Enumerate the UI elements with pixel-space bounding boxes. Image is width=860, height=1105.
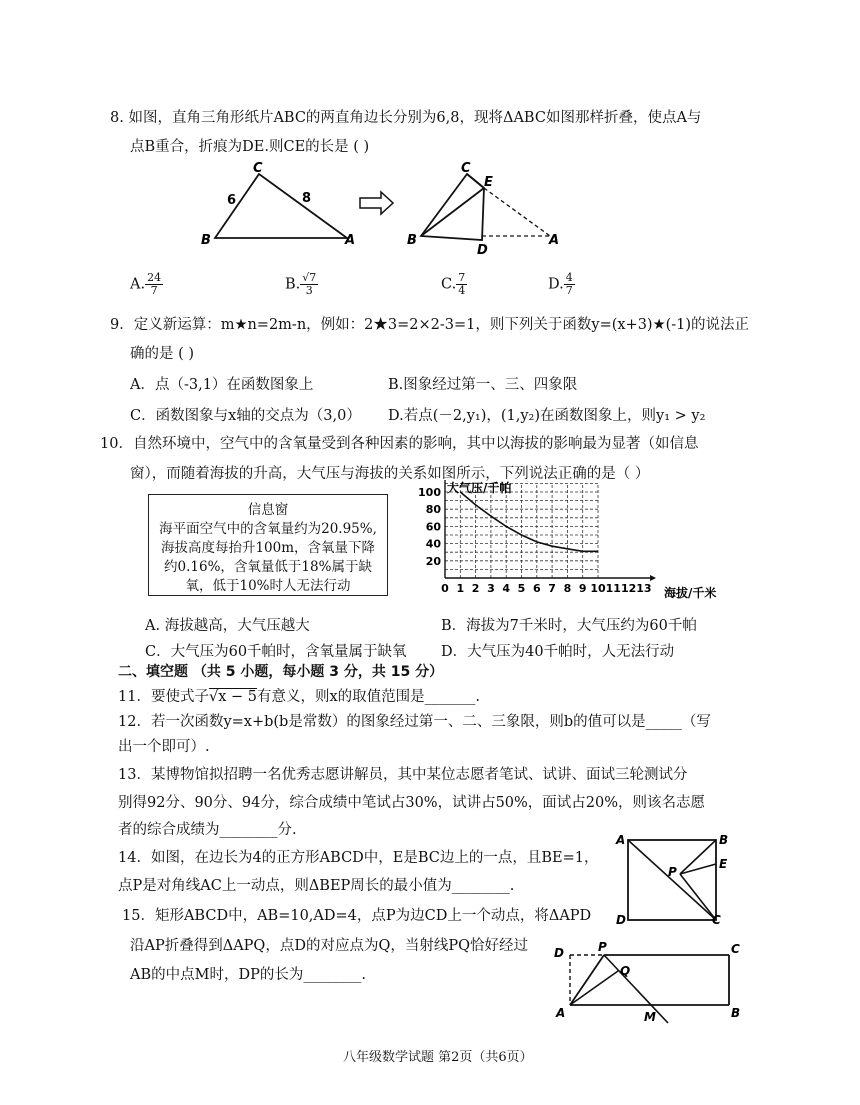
q15-line2: 沿AP折叠得到ΔAPQ，点D的对应点为Q，当射线PQ恰好经过 — [130, 938, 528, 954]
q8-label-e: E — [484, 175, 493, 190]
svg-text:A: A — [556, 1006, 566, 1020]
x-axis-arrow-icon — [650, 575, 656, 581]
q8-label-b: B — [201, 233, 211, 248]
q9-choice-c[interactable]: C．函数图象与x轴的交点为（3,0） — [130, 408, 361, 424]
svg-text:B: B — [731, 1006, 741, 1020]
y-tick-label: 40 — [425, 537, 441, 551]
q8-label-c2: C — [461, 161, 471, 176]
chart-x-ticks — [441, 582, 651, 595]
q15-line3: AB的中点M时，DP的长为________. — [130, 967, 366, 983]
x-tick-label: 9 — [578, 582, 587, 595]
info-line-2: 海拔高度每抬升100m，含氧量下降 — [160, 540, 376, 556]
x-tick-label: 4 — [502, 582, 511, 595]
svg-text:M: M — [644, 1010, 656, 1024]
svg-text:C: C — [712, 913, 721, 926]
q13-line2: 别得92分、90分、94分，综合成绩中笔试占30%，试讲占50%，面试占20%，则该名志愿 — [118, 795, 706, 811]
q10-choice-a[interactable]: A. 海拔越高，大气压越大 — [145, 618, 310, 634]
q10-line2: 窗），而随着海拔的升高，大气压与海拔的关系如图所示，下列说法正确的是（ ） — [130, 466, 650, 482]
info-line-3: 约0.16%，含氧量低于18%属于缺 — [164, 559, 372, 575]
x-tick-label: 13 — [636, 582, 652, 595]
q8-label-c: C — [253, 161, 263, 176]
x-tick-label: 11 — [605, 582, 621, 595]
chart-axes — [442, 480, 656, 581]
x-tick-label: 12 — [620, 582, 637, 595]
q10-line1: 10．自然环境中，空气中的含氧量受到各种因素的影响，其中以海拔的影响最为显著（如信息 — [100, 436, 699, 452]
svg-text:Q: Q — [620, 964, 631, 978]
q10-choice-d[interactable]: D．大气压为40千帕时，人无法行动 — [441, 644, 675, 660]
info-line-4: 氧，低于10%时人无法行动 — [185, 578, 351, 594]
q8-label-6: 6 — [227, 193, 237, 208]
q14-figure — [612, 830, 732, 926]
chart-y-ticks — [418, 486, 441, 568]
x-tick-label: 5 — [517, 582, 526, 595]
q8-label-d: D — [477, 243, 488, 258]
q9-choice-d[interactable]: D.若点(－2,y₁)，(1,y₂)在函数图象上，则y₁ > y₂ — [388, 408, 706, 424]
q8-label-8: 8 — [302, 191, 312, 206]
q8-choice-a[interactable]: A. $\frac{24}{7}$ — [130, 271, 162, 297]
q12-line1: 12．若一次函数y=x+b(b是常数）的图象经过第一、二、三象限，则b的值可以是_____（写 — [118, 714, 711, 730]
q9-line2: 确的是 ( ) — [130, 346, 195, 362]
y-tick-label: 80 — [425, 503, 441, 517]
q9-choice-b[interactable]: B.图象经过第一、三、四象限 — [388, 377, 578, 393]
q8-label-a2: A — [549, 233, 560, 248]
y-tick-label: 100 — [418, 486, 441, 499]
info-window — [148, 494, 388, 596]
q14-line1: 14．如图，在边长为4的正方形ABCD中，E是BC边上的一点，且BE=1， — [118, 850, 599, 866]
info-line-1: 海平面空气中的含氧量约为20.95%, — [159, 521, 377, 537]
chart-xlabel: 海拔/千米 — [664, 586, 717, 600]
q14-line2: 点P是对角线AC上一动点，则ΔBEP周长的最小值为________. — [118, 878, 515, 894]
q13-line3: 者的综合成绩为________分. — [118, 822, 297, 838]
q12-line2: 出一个即可）. — [118, 739, 210, 755]
x-tick-label: 2 — [471, 582, 480, 595]
arrow-icon — [360, 192, 393, 214]
svg-text:A: A — [616, 833, 626, 847]
info-title: 信息窗 — [247, 502, 289, 518]
q8-line2: 点B重合，折痕为DE.则CE的长是 ( ) — [130, 139, 370, 155]
q8-figure — [195, 160, 575, 260]
q9-choice-a[interactable]: A．点（-3,1）在函数图象上 — [130, 377, 314, 393]
q15-figure — [548, 935, 748, 1025]
svg-text:D: D — [616, 913, 626, 926]
q15-line1: 15．矩形ABCD中，AB=10,AD=4，点P为边CD上一个动点，将ΔAPD — [122, 908, 592, 924]
svg-text:P: P — [668, 865, 677, 879]
x-tick-label: 3 — [487, 582, 495, 595]
chart-ylabel: 大气压/千帕 — [447, 481, 512, 495]
q10-choice-c[interactable]: C．大气压为60千帕时，含氧量属于缺氧 — [145, 644, 407, 660]
svg-text:P: P — [598, 940, 607, 954]
svg-text:C: C — [731, 942, 740, 956]
svg-text:B: B — [719, 833, 729, 847]
x-tick-label: 0 — [441, 582, 449, 595]
q8-choice-b[interactable]: B. $\frac{√7}{3}$ — [285, 271, 317, 297]
q13-line1: 13．某博物馆拟招聘一名优秀志愿讲解员，其中某位志愿者笔试、试讲、面试三轮测试分 — [118, 767, 688, 783]
q8-line1: 8. 如图，直角三角形纸片ABC的两直角边长分别为6,8，现将ΔABC如图那样折叠，使点A与 — [110, 110, 702, 126]
q8-label-b2: B — [407, 233, 417, 248]
x-tick-label: 8 — [563, 582, 572, 595]
x-tick-label: 10 — [590, 582, 606, 595]
q8-label-a: A — [345, 233, 356, 248]
q10-choice-b[interactable]: B．海拔为7千米时，大气压约为60千帕 — [441, 618, 697, 634]
q8-choice-c[interactable]: C. $\frac{7}{4}$ — [441, 271, 466, 297]
x-tick-label: 1 — [456, 582, 465, 595]
page-footer: 八年级数学试题 第2页（共6页） — [343, 1050, 533, 1065]
x-tick-label: 7 — [548, 582, 556, 595]
svg-text:E: E — [719, 857, 728, 871]
q11: 11．要使式子√x − 5有意义，则x的取值范围是_______. — [118, 689, 481, 705]
x-tick-label: 6 — [532, 582, 541, 595]
y-tick-label: 20 — [425, 554, 441, 568]
svg-text:D: D — [554, 946, 564, 960]
q8-choice-d[interactable]: D. $\frac{4}{7}$ — [548, 271, 573, 297]
pressure-altitude-chart — [415, 480, 725, 608]
section-heading: 二、填空题 （共 5 小题，每小题 3 分，共 15 分） — [118, 664, 444, 680]
q9-line1: 9．定义新运算：m★n=2m-n，例如：2★3=2×2-3=1，则下列关于函数y=(x+3)★(-1)的说法正 — [110, 317, 750, 333]
y-tick-label: 60 — [425, 520, 441, 534]
